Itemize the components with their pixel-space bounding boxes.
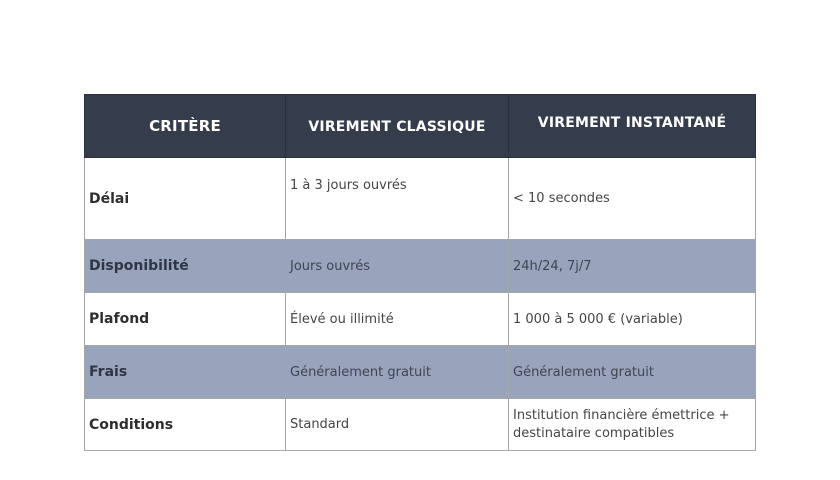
cell-instant-fees: Généralement gratuit bbox=[509, 346, 756, 399]
comparison-table bbox=[84, 94, 756, 451]
cell-classic-delay: 1 à 3 jours ouvrés bbox=[286, 158, 509, 240]
table-row-fees bbox=[85, 346, 756, 399]
row-label-availability: Disponibilité bbox=[85, 240, 286, 293]
row-label-limit: Plafond bbox=[85, 293, 286, 346]
header-criterion: CRITÈRE bbox=[85, 95, 286, 158]
table-row-conditions bbox=[85, 399, 756, 451]
table-row-delay bbox=[85, 158, 756, 240]
cell-instant-limit: 1 000 à 5 000 € (variable) bbox=[509, 293, 756, 346]
row-label-conditions: Conditions bbox=[85, 399, 286, 451]
table-header-row bbox=[85, 95, 756, 158]
table-row-limit bbox=[85, 293, 756, 346]
row-label-delay: Délai bbox=[85, 158, 286, 240]
table-row-availability bbox=[85, 240, 756, 293]
header-instant-transfer: VIREMENT INSTANTANÉ bbox=[509, 95, 756, 158]
cell-instant-availability: 24h/24, 7j/7 bbox=[509, 240, 756, 293]
cell-classic-availability: Jours ouvrés bbox=[286, 240, 509, 293]
row-label-fees: Frais bbox=[85, 346, 286, 399]
comparison-table-container bbox=[84, 94, 755, 451]
cell-classic-fees: Généralement gratuit bbox=[286, 346, 509, 399]
cell-instant-conditions: Institution financière émettrice + destinataire compatibles bbox=[509, 399, 756, 451]
cell-instant-delay: < 10 secondes bbox=[509, 158, 756, 240]
cell-classic-conditions: Standard bbox=[286, 399, 509, 451]
header-classic-transfer: VIREMENT CLASSIQUE bbox=[286, 95, 509, 158]
cell-classic-limit: Élevé ou illimité bbox=[286, 293, 509, 346]
